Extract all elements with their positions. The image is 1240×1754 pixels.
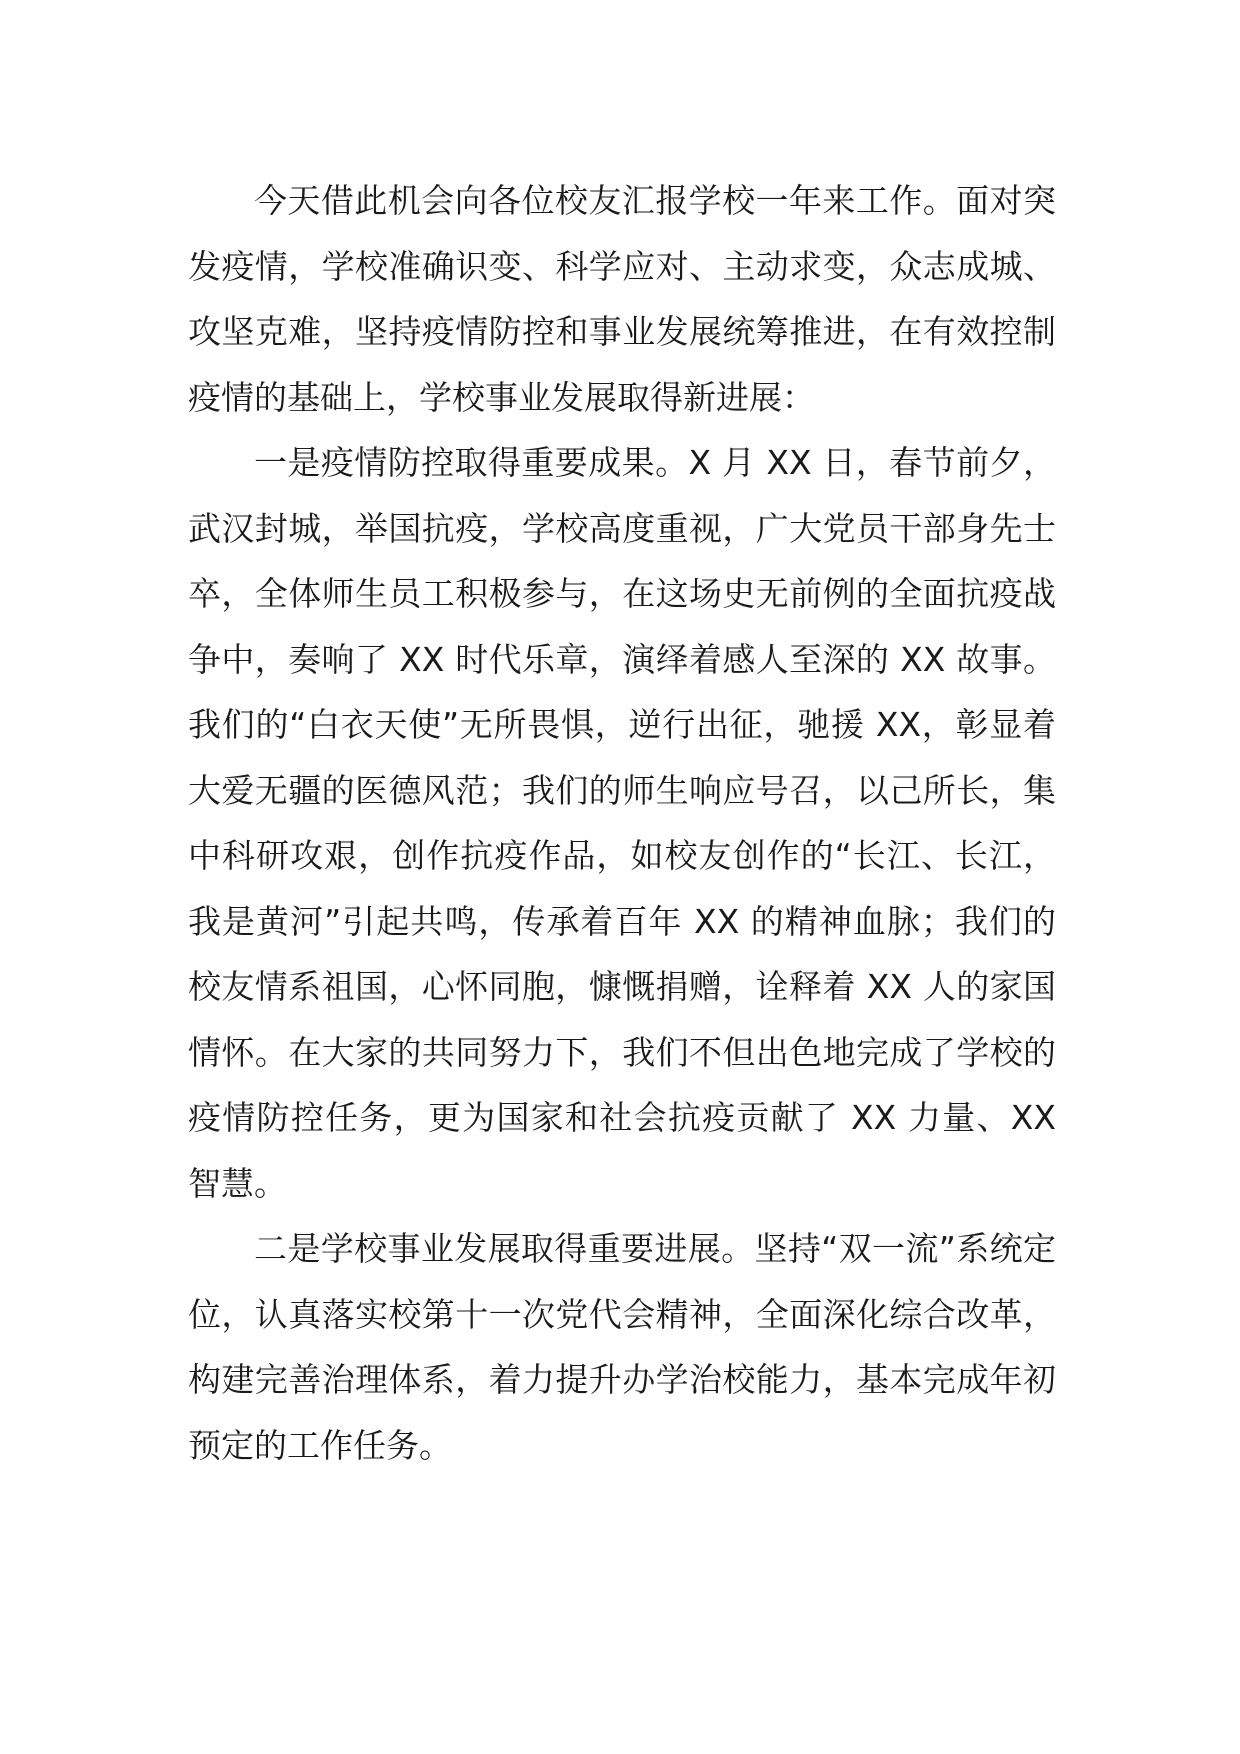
paragraph-school-development: 二是学校事业发展取得重要进展。坚持“双一流”系统定位，认真落实校第十一次党代会精神，全面深化综合改革，构建完善治理体系，着力提升办学治校能力，基本完成年初预定的工作任务。 xyxy=(188,1229,1056,1465)
paragraph-intro: 今天借此机会向各位校友汇报学校一年来工作。面对突发疫情，学校准确识变、科学应对、主动求变，众志成城、攻坚克难，坚持疫情防控和事业发展统筹推进，在有效控制疫情的基础上，学校事业发展取得新进展： xyxy=(188,181,1056,417)
document-body xyxy=(188,168,1056,1478)
paragraph-epidemic-control: 一是疫情防控取得重要成果。X 月 XX 日，春节前夕，武汉封城，举国抗疫，学校高度重视，广大党员干部身先士卒，全体师生员工积极参与，在这场史无前例的全面抗疫战争中，奏响了 XX 时代乐章，演绎着感人至深的 XX 故事。我们的“白衣天使”无所畏惧，逆行出征，驰援 XX，彰显着大爱无疆的医德风范；我们的师生响应号召，以己所长，集中科研攻艰，创作抗疫作品，如校友创作的“长江、长江，我是黄河”引起共鸣，传承着百年 XX 的精神血脉；我们的校友情系祖国，心怀同胞，慷慨捐赠，诠释着 XX 人的家国情怀。在大家的共同努力下，我们不但出色地完成了学校的疫情防控任务，更为国家和社会抗疫贡献了 XX 力量、XX 智慧。 xyxy=(188,443,1056,1203)
